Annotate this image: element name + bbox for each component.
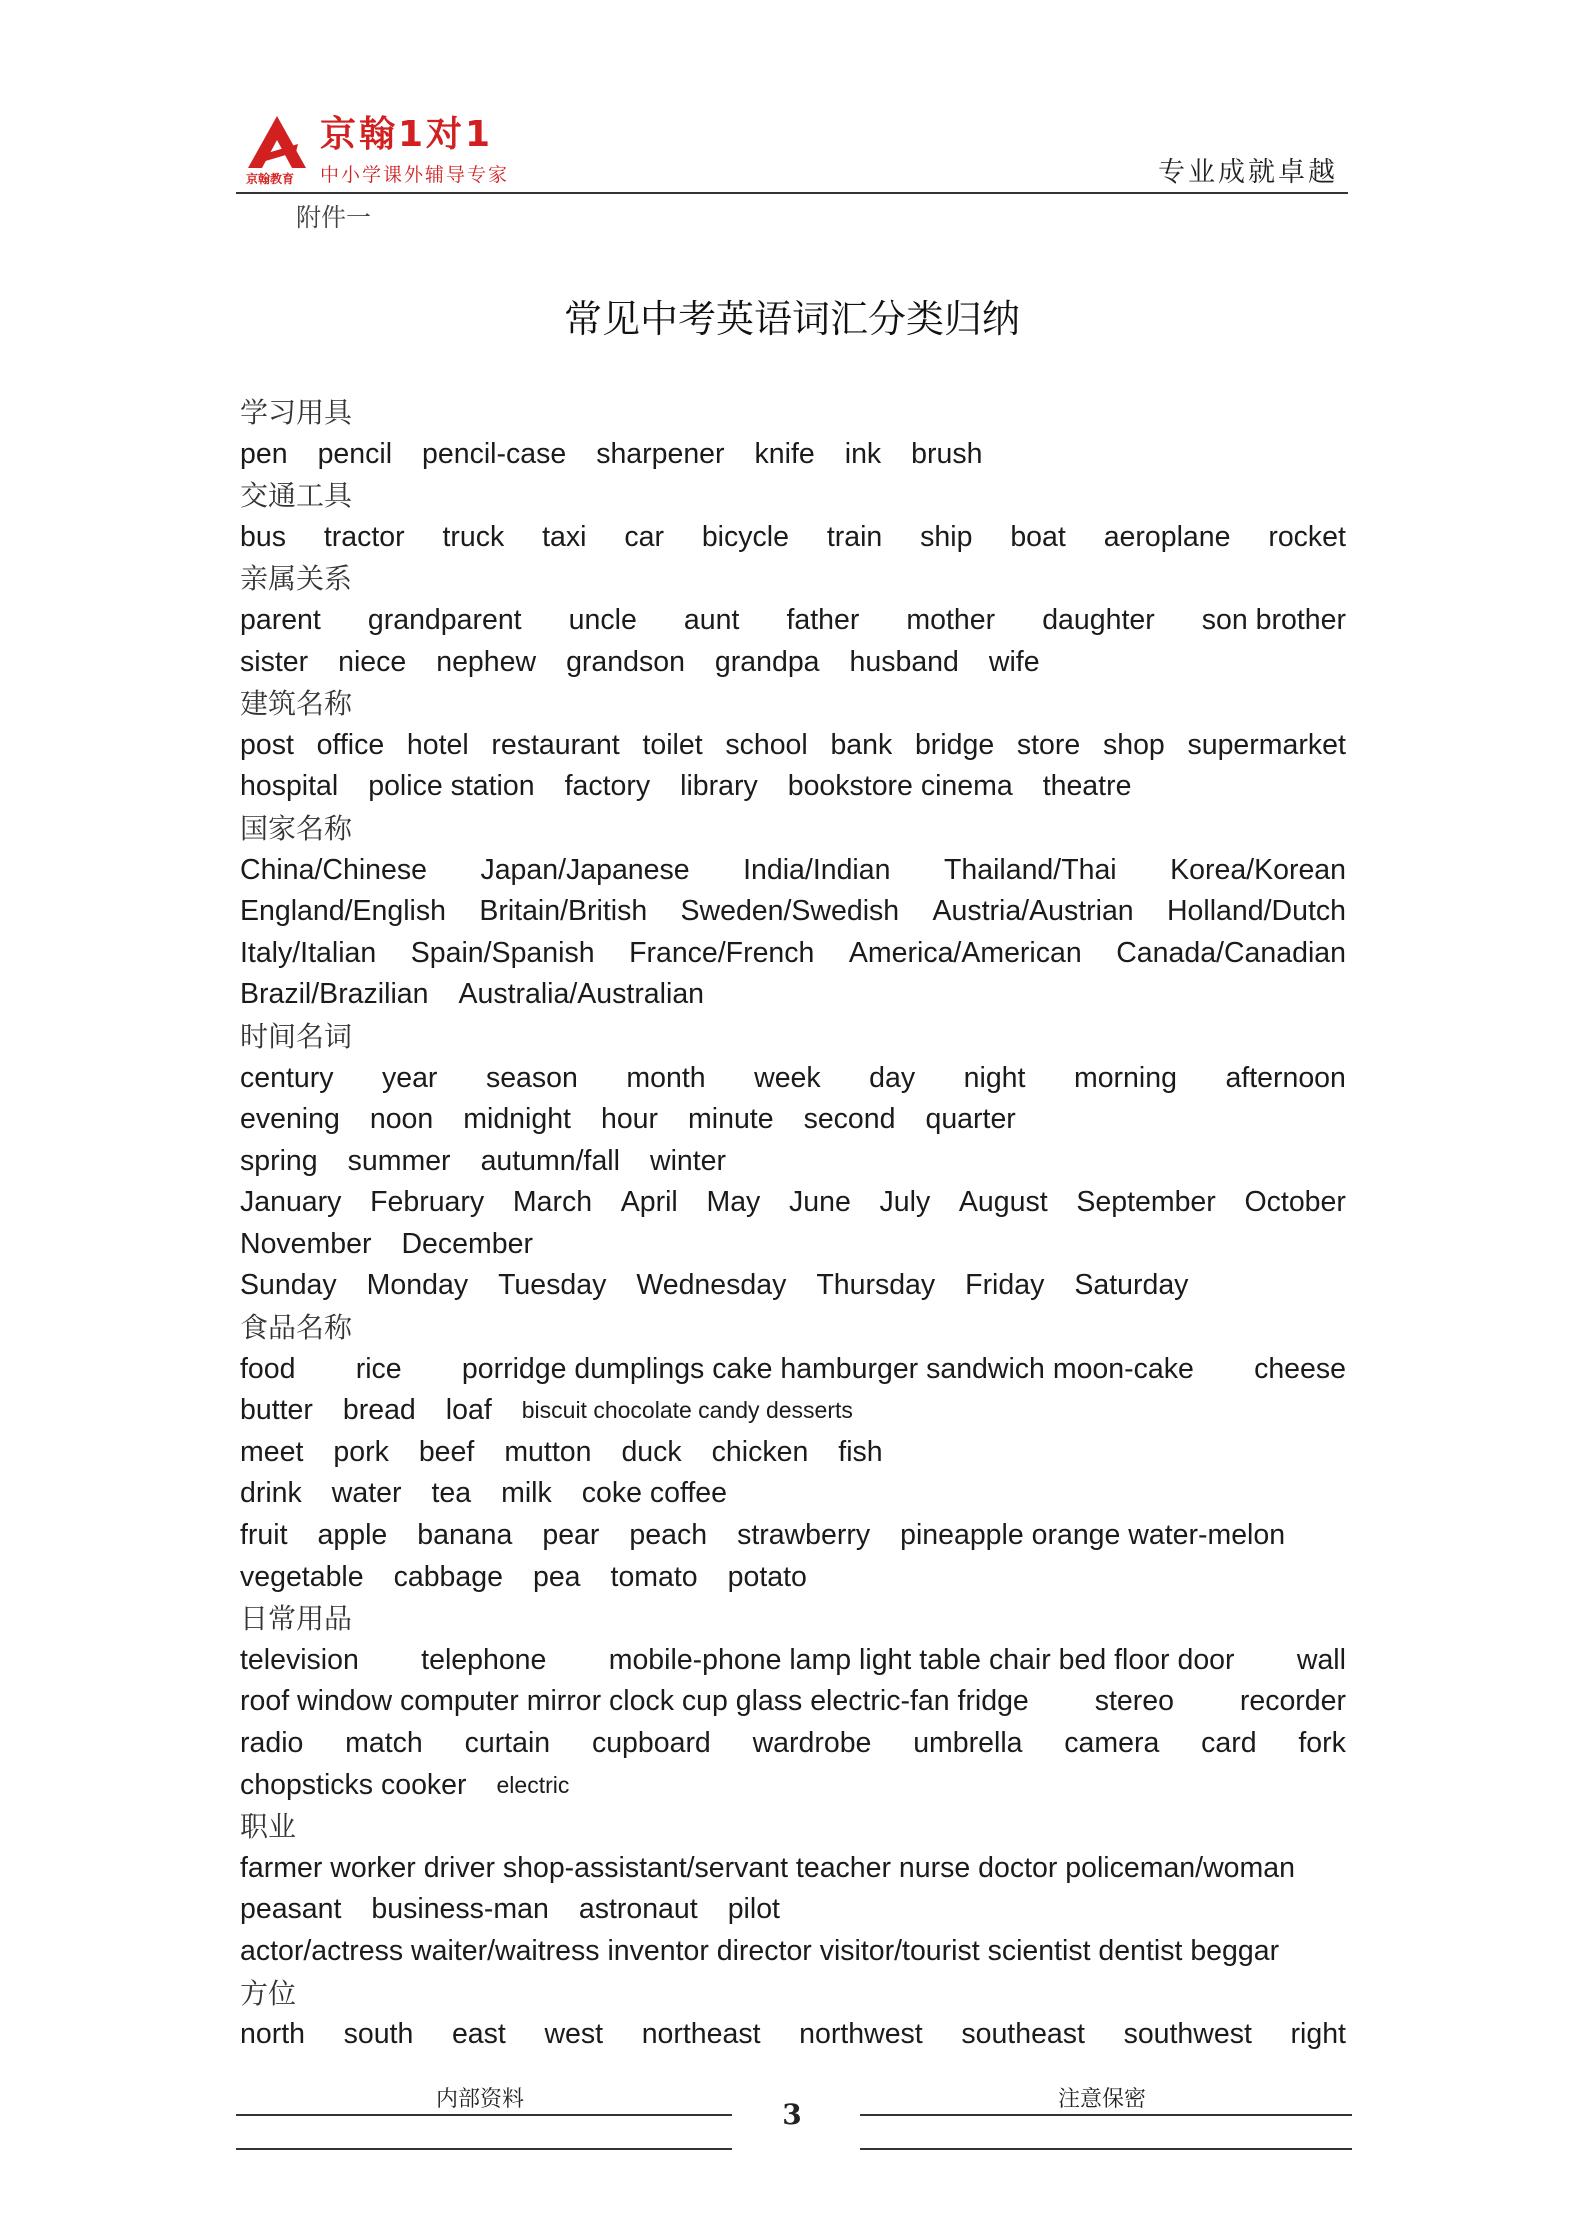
vocab-word: train — [826, 520, 883, 553]
vocab-word: sharpener — [596, 437, 725, 470]
attachment-label: 附件一 — [296, 203, 372, 232]
word-line — [240, 766, 1346, 808]
vocab-word: southeast — [961, 2018, 1085, 2051]
word-line — [240, 434, 1346, 476]
vocab-word: apple — [317, 1519, 388, 1552]
vocab-word: cheese — [1254, 1352, 1346, 1385]
vocab-word: hotel — [406, 728, 469, 761]
vocab-word: coke coffee — [581, 1477, 728, 1510]
vocab-word: west — [544, 2018, 604, 2051]
vocab-word: India/Indian — [743, 853, 891, 886]
vocab-word: car — [624, 520, 664, 553]
logo-name: 京翰1对1 — [320, 114, 494, 155]
category-heading: 日常用品 — [240, 1602, 353, 1636]
vocab-word: chopsticks cooker — [240, 1768, 467, 1801]
vocab-word: Friday — [965, 1269, 1045, 1302]
word-line — [240, 1515, 1346, 1557]
vocab-word: hour — [600, 1103, 659, 1136]
vocab-word: southwest — [1123, 2018, 1252, 2051]
vocab-word: toilet — [642, 728, 703, 761]
vocab-word: water — [331, 1477, 402, 1510]
vocab-word: butter — [240, 1394, 313, 1427]
word-line — [240, 974, 1346, 1016]
vocab-word: ink — [844, 437, 882, 470]
vocab-word: Thursday — [816, 1269, 936, 1302]
vocab-word: restaurant — [491, 728, 620, 761]
logo-a-icon — [246, 114, 308, 170]
vocab-word: supermarket — [1187, 728, 1346, 761]
vocab-word: tea — [431, 1477, 472, 1510]
vocab-word-small: biscuit chocolate candy desserts — [521, 1397, 853, 1424]
vocab-word: Holland/Dutch — [1166, 895, 1346, 928]
vocab-word: chicken — [711, 1435, 809, 1468]
vocab-word: match — [345, 1727, 423, 1759]
vocab-word: minute — [688, 1103, 774, 1136]
word-line — [240, 1182, 1346, 1224]
vocab-word: school — [725, 728, 808, 761]
word-line — [240, 517, 1346, 559]
vocab-word: aeroplane — [1103, 520, 1231, 553]
vocab-word: curtain — [464, 1727, 551, 1759]
vocab-word: Korea/Korean — [1170, 853, 1346, 886]
word-line — [240, 2014, 1346, 2056]
category-heading: 学习用具 — [240, 396, 353, 429]
category-heading: 方位 — [240, 1976, 297, 2010]
vocab-word: nephew — [436, 645, 537, 678]
vocab-word: son brother — [1201, 603, 1346, 636]
vocab-word: aunt — [683, 603, 740, 636]
vocab-word: year — [381, 1061, 438, 1094]
vocab-word: niece — [338, 645, 407, 678]
category-heading: 交通工具 — [240, 479, 353, 513]
vocab-word: bread — [342, 1394, 416, 1427]
word-line — [240, 1058, 1346, 1100]
vocab-word: February — [370, 1186, 485, 1219]
word-line — [240, 891, 1346, 933]
header-rule — [236, 192, 1348, 194]
vocab-word: camera — [1064, 1727, 1160, 1759]
document-title: 常见中考英语词汇分类归纳 — [563, 297, 1020, 341]
vocab-word: autumn/fall — [480, 1144, 620, 1177]
vocab-word: right — [1290, 2018, 1346, 2051]
word-line — [240, 1390, 1346, 1432]
vocab-word: loaf — [445, 1394, 492, 1427]
word-line — [240, 642, 1346, 684]
vocab-word: evening — [240, 1103, 340, 1136]
vocab-word: northeast — [641, 2018, 761, 2051]
word-line — [240, 1349, 1346, 1391]
vocab-word: May — [706, 1186, 761, 1219]
vocab-word: actor/actress waiter/waitress inventor director visitor/tourist scientist dentist beggar — [240, 1934, 1280, 1967]
vocab-word: office — [316, 728, 385, 761]
vocab-word: afternoon — [1225, 1061, 1346, 1094]
vocab-word: noon — [369, 1103, 434, 1136]
vocab-word: duck — [621, 1435, 682, 1468]
word-line — [240, 1723, 1346, 1765]
vocab-word: recorder — [1239, 1685, 1346, 1718]
vocab-word: Austria/Austrian — [932, 895, 1134, 928]
vocab-word: radio — [240, 1727, 304, 1759]
vocab-word: northwest — [799, 2018, 923, 2051]
vocab-word: April — [620, 1186, 678, 1219]
vocab-word: father — [786, 603, 860, 636]
vocab-word: grandparent — [367, 603, 522, 636]
category-heading: 食品名称 — [240, 1311, 353, 1345]
vocab-word: second — [803, 1103, 896, 1136]
vocab-word: potato — [727, 1560, 807, 1593]
vocab-word: Japan/Japanese — [480, 853, 690, 886]
vocab-word: winter — [649, 1144, 727, 1177]
vocab-word: rice — [355, 1352, 402, 1385]
vocab-word: week — [754, 1061, 821, 1094]
category-heading: 时间名词 — [240, 1019, 353, 1053]
word-line — [240, 1099, 1346, 1141]
vocab-word: October — [1244, 1186, 1346, 1219]
vocab-word: beef — [418, 1435, 475, 1468]
vocab-word: Thailand/Thai — [943, 853, 1117, 886]
footer-rule — [236, 2148, 732, 2150]
vocab-word: wife — [988, 645, 1040, 678]
vocab-word-small: electric — [496, 1771, 570, 1798]
vocab-word: husband — [849, 645, 959, 678]
header-slogan: 专业成就卓越 — [1158, 157, 1338, 188]
vocab-word: Australia/Australian — [458, 978, 705, 1011]
page-footer — [0, 2078, 1584, 2158]
vocab-word: tractor — [323, 520, 405, 553]
vocab-word: pencil — [317, 437, 393, 470]
vocab-word: mobile-phone lamp light table chair bed floor door — [608, 1643, 1235, 1676]
logo-tagline: 中小学课外辅导专家 — [320, 164, 510, 186]
word-line — [240, 1640, 1346, 1682]
vocab-word: Wednesday — [636, 1269, 787, 1302]
vocab-word: pea — [532, 1560, 581, 1593]
vocab-word: midnight — [463, 1103, 571, 1136]
vocab-word: drink — [240, 1477, 302, 1510]
vocab-word: mother — [906, 603, 996, 636]
vocab-word: Sunday — [240, 1269, 337, 1302]
word-line — [240, 933, 1346, 975]
vocab-word: November — [240, 1227, 372, 1260]
vocab-word: Italy/Italian — [240, 936, 377, 969]
vocab-word: March — [512, 1186, 593, 1219]
word-line — [240, 1889, 1346, 1931]
vocab-word: America/American — [848, 936, 1082, 969]
vocab-word: brush — [911, 437, 983, 470]
vocab-word: library — [680, 770, 758, 803]
word-line — [240, 1265, 1346, 1307]
vocab-word: morning — [1073, 1061, 1177, 1094]
vocab-word: business-man — [371, 1893, 549, 1926]
vocabulary-list — [240, 392, 1346, 2056]
vocab-word: Britain/British — [479, 895, 648, 928]
vocab-word: vegetable — [240, 1560, 364, 1593]
word-line — [240, 1557, 1346, 1599]
page-header — [236, 104, 1348, 196]
vocab-word: quarter — [925, 1103, 1016, 1136]
vocab-word: meet — [240, 1435, 304, 1468]
vocab-word: Sweden/Swedish — [680, 895, 900, 928]
vocab-word: summer — [347, 1144, 451, 1177]
vocab-word: north — [240, 2018, 305, 2051]
vocab-word: bridge — [914, 728, 995, 761]
word-line — [240, 1848, 1346, 1890]
vocab-word: shop — [1102, 728, 1165, 761]
footer-rule — [860, 2114, 1352, 2116]
vocab-word: grandson — [566, 645, 685, 678]
vocab-word: store — [1016, 728, 1081, 761]
vocab-word: August — [958, 1186, 1048, 1219]
vocab-word: daughter — [1042, 603, 1155, 636]
vocab-word: Saturday — [1074, 1269, 1189, 1302]
word-line — [240, 1931, 1346, 1973]
word-line — [240, 600, 1346, 642]
vocab-word: bank — [830, 728, 893, 761]
footer-confidential-label: 注意保密 — [1058, 2087, 1147, 2112]
vocab-word: spring — [240, 1144, 318, 1177]
vocab-word: Tuesday — [498, 1269, 607, 1302]
brand-logo — [236, 104, 596, 188]
footer-rule — [860, 2148, 1352, 2150]
vocab-word: south — [343, 2018, 414, 2051]
vocab-word: Spain/Spanish — [410, 936, 595, 969]
vocab-word: rocket — [1268, 520, 1346, 553]
footer-internal-label: 内部资料 — [436, 2087, 525, 2112]
vocab-word: cabbage — [393, 1560, 503, 1593]
vocab-word: pear — [542, 1519, 600, 1552]
vocab-word: television — [240, 1643, 359, 1676]
vocab-word: pencil-case — [422, 437, 567, 470]
vocab-word: fruit — [240, 1519, 288, 1552]
vocab-word: day — [869, 1061, 916, 1094]
vocab-word: astronaut — [578, 1893, 698, 1926]
vocab-word: season — [485, 1061, 578, 1094]
vocab-word: wardrobe — [752, 1727, 872, 1759]
vocab-word: peach — [629, 1519, 708, 1552]
word-line — [240, 1681, 1346, 1723]
vocab-word: century — [240, 1061, 334, 1094]
vocab-word: peasant — [240, 1893, 342, 1926]
vocab-word: taxi — [542, 520, 587, 553]
vocab-word: strawberry — [737, 1519, 871, 1552]
vocab-word: Brazil/Brazilian — [240, 978, 429, 1011]
vocab-word: telephone — [421, 1643, 547, 1676]
word-line — [240, 725, 1346, 767]
vocab-word: food — [240, 1352, 296, 1385]
vocab-word: uncle — [568, 603, 637, 636]
vocab-word: pen — [240, 437, 288, 470]
vocab-word: cupboard — [591, 1727, 711, 1759]
category-heading: 亲属关系 — [240, 562, 353, 596]
category-heading: 职业 — [240, 1810, 297, 1844]
vocab-word: June — [789, 1186, 851, 1219]
vocab-word: pork — [333, 1435, 389, 1468]
word-line — [240, 1432, 1346, 1474]
vocab-word: pineapple orange water-melon — [900, 1519, 1286, 1552]
word-line — [240, 1224, 1346, 1266]
vocab-word: farmer worker driver shop-assistant/servant teacher nurse doctor policeman/woman — [240, 1851, 1295, 1884]
vocab-word: month — [626, 1061, 706, 1094]
vocab-word: roof window computer mirror clock cup glass electric-fan fridge — [240, 1685, 1029, 1718]
vocab-word: porridge dumplings cake hamburger sandwich moon-cake — [461, 1352, 1194, 1385]
vocab-word: night — [963, 1061, 1026, 1094]
page-number: 3 — [782, 2098, 802, 2131]
vocab-word: bookstore cinema — [787, 770, 1013, 803]
vocab-word: fish — [838, 1435, 883, 1468]
vocab-word: December — [401, 1227, 533, 1260]
vocab-word: England/English — [240, 895, 446, 928]
word-line — [240, 1765, 1346, 1807]
logo-small-text: 京翰教育 — [246, 172, 295, 186]
vocab-word: January — [240, 1186, 342, 1219]
vocab-word: theatre — [1042, 770, 1132, 803]
vocab-word: knife — [754, 437, 815, 470]
vocab-word: grandpa — [714, 645, 820, 678]
vocab-word: factory — [564, 770, 651, 803]
vocab-word: bicycle — [701, 520, 789, 553]
vocab-word: hospital — [240, 770, 339, 803]
vocab-word: banana — [417, 1519, 513, 1552]
vocab-word: July — [879, 1186, 931, 1219]
vocab-word: fork — [1298, 1727, 1346, 1759]
vocab-word: umbrella — [913, 1727, 1023, 1759]
vocab-word: Monday — [366, 1269, 469, 1302]
word-line — [240, 850, 1346, 892]
word-line — [240, 1473, 1346, 1515]
vocab-word: pilot — [727, 1893, 780, 1926]
vocab-word: east — [451, 2018, 506, 2051]
vocab-word: wall — [1296, 1643, 1346, 1676]
vocab-word: milk — [501, 1477, 552, 1510]
vocab-word: parent — [240, 603, 321, 636]
footer-rule — [236, 2114, 732, 2116]
category-heading: 国家名称 — [240, 811, 353, 845]
vocab-word: ship — [920, 520, 973, 553]
vocab-word: boat — [1010, 520, 1066, 553]
vocab-word: Canada/Canadian — [1116, 936, 1346, 969]
word-line — [240, 1141, 1346, 1183]
vocab-word: sister — [240, 645, 309, 678]
vocab-word: China/Chinese — [240, 853, 427, 886]
category-heading: 建筑名称 — [240, 687, 353, 721]
vocab-word: card — [1201, 1727, 1257, 1759]
vocab-word: mutton — [504, 1435, 592, 1468]
vocab-word: France/French — [629, 936, 815, 969]
vocab-word: police station — [368, 770, 535, 803]
vocab-word: tomato — [610, 1560, 698, 1593]
vocab-word: bus — [240, 520, 286, 553]
vocab-word: post — [240, 728, 294, 761]
vocab-word: stereo — [1094, 1685, 1174, 1718]
vocab-word: September — [1076, 1186, 1216, 1219]
vocab-word: truck — [442, 520, 505, 553]
